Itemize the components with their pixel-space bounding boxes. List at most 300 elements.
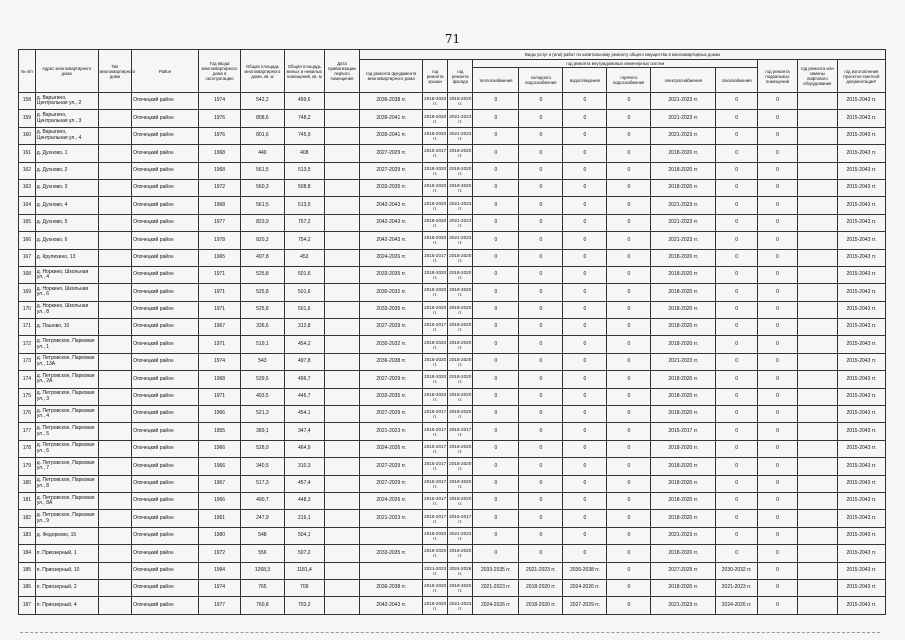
cell-privatization <box>324 597 360 614</box>
cell-living-area: 457,4 <box>284 475 324 492</box>
cell-type <box>98 301 132 318</box>
cell-basement: 0 <box>758 179 798 196</box>
cell-estimate: 2015-2043 гг. <box>837 371 885 388</box>
cell-basement: 0 <box>758 475 798 492</box>
cell-electric: 2021-2023 гг. <box>651 527 716 544</box>
cell-gas: 0 <box>716 93 758 110</box>
cell-total-area: 542,2 <box>240 93 284 110</box>
cell-facade: 2018-2020 гг. <box>448 371 473 388</box>
cell-electric: 2018-2020 гг. <box>651 145 716 162</box>
cell-elevator <box>797 371 837 388</box>
cell-hot-water: 0 <box>607 162 651 179</box>
cell-electric: 2021-2023 гг. <box>651 93 716 110</box>
cell-facade: 2018-2020 гг. <box>448 179 473 196</box>
cell-estimate: 2015-2043 гг. <box>837 579 885 596</box>
cell-basement: 0 <box>758 406 798 423</box>
table-row <box>19 93 886 110</box>
cell-privatization <box>324 266 360 283</box>
cell-hot-water: 0 <box>607 579 651 596</box>
cell-drainage: 0 <box>563 214 607 231</box>
cell-estimate: 2015-2043 гг. <box>837 179 885 196</box>
cell-electric: 2018-2020 гг. <box>651 336 716 353</box>
cell-district: Опочецкий район <box>132 492 199 509</box>
cell-cold-water: 0 <box>519 110 563 127</box>
cell-district: Опочецкий район <box>132 388 199 405</box>
cell-cold-water: 0 <box>519 179 563 196</box>
cell-cold-water: 0 <box>519 527 563 544</box>
cell-facade: 2018-2020 гг. <box>448 319 473 336</box>
cell-gas: 0 <box>716 510 758 527</box>
cell-address: д. Петровское, Парковая ул., 4 <box>35 406 98 423</box>
cell-drainage: 0 <box>563 406 607 423</box>
cell-living-area: 464,9 <box>284 440 324 457</box>
cell-total-area: 247,9 <box>240 510 284 527</box>
cell-district: Опочецкий район <box>132 597 199 614</box>
cell-total-area: 760,8 <box>240 597 284 614</box>
cell-year-built: 1967 <box>199 319 241 336</box>
cell-drainage: 0 <box>563 336 607 353</box>
cell-estimate: 2015-2043 гг. <box>837 458 885 475</box>
cell-cold-water: 0 <box>519 266 563 283</box>
table-row <box>19 301 886 318</box>
cell-heating: 0 <box>473 93 519 110</box>
cell-hot-water: 0 <box>607 266 651 283</box>
cell-year-built: 1972 <box>199 179 241 196</box>
cell-district: Опочецкий район <box>132 214 199 231</box>
cell-total-area: 801,6 <box>240 127 284 144</box>
cell-hot-water: 0 <box>607 423 651 440</box>
cell-foundation: 2042-2043 гг. <box>360 214 423 231</box>
cell-estimate: 2015-2043 гг. <box>837 266 885 283</box>
cell-type <box>98 492 132 509</box>
cell-foundation: 2033-2035 гг. <box>360 301 423 318</box>
cell-elevator <box>797 336 837 353</box>
cell-basement: 0 <box>758 527 798 544</box>
header-cold-water: холодного водоснабжения <box>519 68 563 93</box>
cell-foundation: 2042-2043 гг. <box>360 597 423 614</box>
cell-district: Опочецкий район <box>132 232 199 249</box>
cell-elevator <box>797 597 837 614</box>
cell-electric: 2018-2020 гг. <box>651 162 716 179</box>
cell-privatization <box>324 336 360 353</box>
cell-hot-water: 0 <box>607 110 651 127</box>
cell-total-area: 519,1 <box>240 336 284 353</box>
cell-basement: 0 <box>758 162 798 179</box>
cell-facade: 2021-2023 гг. <box>448 597 473 614</box>
cell-district: Опочецкий район <box>132 162 199 179</box>
cell-drainage: 0 <box>563 301 607 318</box>
cell-num: 161 <box>19 145 36 162</box>
table-row <box>19 423 886 440</box>
cell-address: д. Пашово, 10 <box>35 319 98 336</box>
table-row <box>19 197 886 214</box>
cell-drainage: 2024-2026 гг. <box>563 579 607 596</box>
cell-num: 174 <box>19 371 36 388</box>
header-facade: год ремонта фасада <box>448 60 473 93</box>
cell-roof: 2018-2020 гг. <box>423 301 448 318</box>
cell-cold-water: 0 <box>519 319 563 336</box>
cell-elevator <box>797 492 837 509</box>
cell-gas: 2021-2023 гг. <box>716 579 758 596</box>
cell-privatization <box>324 197 360 214</box>
cell-estimate: 2015-2043 гг. <box>837 319 885 336</box>
header-foundation: год ремонта фундамента многоквартирного дома <box>360 60 423 93</box>
cell-num: 177 <box>19 423 36 440</box>
cell-basement: 0 <box>758 301 798 318</box>
cell-privatization <box>324 284 360 301</box>
cell-electric: 2015-2017 гг. <box>651 423 716 440</box>
cell-drainage: 0 <box>563 127 607 144</box>
cell-cold-water: 0 <box>519 353 563 370</box>
table-row <box>19 475 886 492</box>
cell-year-built: 1972 <box>199 545 241 562</box>
cell-basement: 0 <box>758 510 798 527</box>
cell-cold-water: 0 <box>519 162 563 179</box>
cell-year-built: 1966 <box>199 440 241 457</box>
cell-basement: 0 <box>758 597 798 614</box>
header-systems-group: год ремонта внутридомовых инженерных систем <box>473 60 758 68</box>
cell-elevator <box>797 110 837 127</box>
cell-living-area: 754,2 <box>284 232 324 249</box>
cell-type <box>98 579 132 596</box>
cell-total-area: 539,5 <box>240 371 284 388</box>
cell-num: 178 <box>19 440 36 457</box>
cell-foundation: 2024-2026 гг. <box>360 492 423 509</box>
cell-estimate: 2015-2043 гг. <box>837 249 885 266</box>
table-row <box>19 127 886 144</box>
cell-drainage: 0 <box>563 179 607 196</box>
cell-year-built: 1961 <box>199 510 241 527</box>
cell-electric: 2018-2020 гг. <box>651 249 716 266</box>
cell-privatization <box>324 406 360 423</box>
cell-address: д. Духново, 6 <box>35 232 98 249</box>
cell-year-built: 1965 <box>199 249 241 266</box>
cell-foundation: 2027-2029 гг. <box>360 371 423 388</box>
cell-drainage: 0 <box>563 319 607 336</box>
cell-estimate: 2015-2043 гг. <box>837 475 885 492</box>
cell-cold-water: 0 <box>519 545 563 562</box>
cell-district: Опочецкий район <box>132 197 199 214</box>
cell-elevator <box>797 179 837 196</box>
cell-type <box>98 353 132 370</box>
cell-cold-water: 0 <box>519 93 563 110</box>
cell-address: д. Петровское, Парковая ул., 5 <box>35 423 98 440</box>
cell-hot-water: 0 <box>607 179 651 196</box>
header-works-group: Виды услуг и (или) работ по капитальному ремонту общего имущества в многоквартирных домах <box>360 50 886 60</box>
cell-facade: 2018-2020 гг. <box>448 93 473 110</box>
cell-foundation: 2036-2038 гг. <box>360 93 423 110</box>
cell-gas: 2024-2026 гг. <box>716 597 758 614</box>
cell-heating: 2021-2023 гг. <box>473 579 519 596</box>
cell-electric: 2021-2023 гг. <box>651 197 716 214</box>
table-row <box>19 110 886 127</box>
cell-foundation: 2027-2029 гг. <box>360 162 423 179</box>
cell-year-built: 1971 <box>199 284 241 301</box>
cell-facade: 2018-2020 гг. <box>448 145 473 162</box>
cell-drainage: 0 <box>563 423 607 440</box>
cell-foundation: 2033-2035 гг. <box>360 266 423 283</box>
cell-living-area: 513,5 <box>284 197 324 214</box>
cell-year-built: 1974 <box>199 579 241 596</box>
cell-cold-water: 0 <box>519 197 563 214</box>
cell-basement: 0 <box>758 249 798 266</box>
cell-elevator <box>797 388 837 405</box>
header-living-area: Общая площадь жилых и нежилых помещений, кв. м <box>284 50 324 93</box>
table-row <box>19 284 886 301</box>
cell-privatization <box>324 110 360 127</box>
cell-district: Опочецкий район <box>132 579 199 596</box>
cell-basement: 0 <box>758 492 798 509</box>
cell-living-area: 507,2 <box>284 545 324 562</box>
cell-hot-water: 0 <box>607 197 651 214</box>
cell-hot-water: 0 <box>607 301 651 318</box>
cell-drainage: 0 <box>563 266 607 283</box>
cell-year-built: 1974 <box>199 353 241 370</box>
cell-heating: 0 <box>473 492 519 509</box>
cell-electric: 2018-2020 гг. <box>651 371 716 388</box>
cell-address: д. Норкино, Школьная ул., 8 <box>35 301 98 318</box>
cell-elevator <box>797 475 837 492</box>
cell-num: 169 <box>19 284 36 301</box>
cell-privatization <box>324 232 360 249</box>
cell-address: д. Петровское, Парковая ул., 3 <box>35 388 98 405</box>
cell-basement: 0 <box>758 458 798 475</box>
cell-heating: 0 <box>473 319 519 336</box>
cell-privatization <box>324 145 360 162</box>
cell-privatization <box>324 475 360 492</box>
cell-address: д. Духново, 3 <box>35 179 98 196</box>
cell-cold-water: 0 <box>519 284 563 301</box>
cell-elevator <box>797 562 837 579</box>
cell-roof: 2015-2017 гг. <box>423 249 448 266</box>
cell-drainage: 0 <box>563 458 607 475</box>
cell-district: Опочецкий район <box>132 179 199 196</box>
cell-roof: 2018-2020 гг. <box>423 93 448 110</box>
cell-gas: 0 <box>716 110 758 127</box>
cell-num: 172 <box>19 336 36 353</box>
cell-total-area: 548 <box>240 527 284 544</box>
cell-drainage: 0 <box>563 284 607 301</box>
cell-foundation: 2036-2038 гг. <box>360 353 423 370</box>
cell-type <box>98 197 132 214</box>
cell-cold-water: 2021-2023 гг. <box>519 562 563 579</box>
cell-heating: 0 <box>473 527 519 544</box>
cell-gas: 0 <box>716 336 758 353</box>
cell-basement: 0 <box>758 93 798 110</box>
cell-estimate: 2015-2043 гг. <box>837 145 885 162</box>
cell-cold-water: 0 <box>519 458 563 475</box>
capital-repair-table <box>18 49 886 615</box>
cell-district: Опочецкий район <box>132 527 199 544</box>
cell-address: п. Приозерный, 2 <box>35 579 98 596</box>
cell-type <box>98 371 132 388</box>
cell-heating: 0 <box>473 145 519 162</box>
cell-basement: 0 <box>758 388 798 405</box>
cell-estimate: 2015-2043 гг. <box>837 510 885 527</box>
header-electric: электроснабжения <box>651 68 716 93</box>
cell-num: 159 <box>19 110 36 127</box>
cell-district: Опочецкий район <box>132 266 199 283</box>
table-row <box>19 266 886 283</box>
cell-heating: 0 <box>473 301 519 318</box>
cell-privatization <box>324 579 360 596</box>
cell-privatization <box>324 301 360 318</box>
cell-drainage: 2036-2038 гг. <box>563 562 607 579</box>
cell-year-built: 1978 <box>199 232 241 249</box>
cell-gas: 0 <box>716 458 758 475</box>
cell-num: 183 <box>19 527 36 544</box>
cell-cold-water: 0 <box>519 510 563 527</box>
cell-living-area: 501,6 <box>284 284 324 301</box>
cell-cold-water: 2018-2020 гг. <box>519 597 563 614</box>
cell-drainage: 0 <box>563 162 607 179</box>
cell-facade: 2021-2023 гг. <box>448 197 473 214</box>
cell-year-built: 1955 <box>199 423 241 440</box>
cell-year-built: 1974 <box>199 93 241 110</box>
cell-district: Опочецкий район <box>132 353 199 370</box>
cell-hot-water: 0 <box>607 284 651 301</box>
cell-foundation: 2021-2023 гг. <box>360 423 423 440</box>
cell-num: 166 <box>19 232 36 249</box>
cell-elevator <box>797 458 837 475</box>
cell-roof: 2015-2017 гг. <box>423 145 448 162</box>
cell-type <box>98 93 132 110</box>
cell-electric: 2018-2020 гг. <box>651 284 716 301</box>
cell-foundation: 2024-2026 гг. <box>360 440 423 457</box>
cell-type <box>98 249 132 266</box>
header-elevator: год ремонта или замены лифтового оборудования <box>797 60 837 93</box>
header-gas: газоснабжения <box>716 68 758 93</box>
cell-hot-water: 0 <box>607 475 651 492</box>
cell-living-area: 310,3 <box>284 458 324 475</box>
cell-district: Опочецкий район <box>132 458 199 475</box>
cell-heating: 0 <box>473 336 519 353</box>
cell-roof: 2015-2017 гг. <box>423 319 448 336</box>
cell-total-area: 340,5 <box>240 458 284 475</box>
cell-heating: 0 <box>473 197 519 214</box>
cell-elevator <box>797 266 837 283</box>
cell-num: 171 <box>19 319 36 336</box>
cell-cold-water: 0 <box>519 371 563 388</box>
cell-electric: 2018-2020 гг. <box>651 510 716 527</box>
cell-gas: 0 <box>716 371 758 388</box>
cell-heating: 0 <box>473 110 519 127</box>
table-row <box>19 440 886 457</box>
cell-estimate: 2015-2043 гг. <box>837 93 885 110</box>
cell-hot-water: 0 <box>607 93 651 110</box>
cell-estimate: 2015-2043 гг. <box>837 110 885 127</box>
cell-living-area: 703,2 <box>284 597 324 614</box>
header-roof: год ремонта крыши <box>423 60 448 93</box>
cell-drainage: 0 <box>563 492 607 509</box>
cell-year-built: 1968 <box>199 371 241 388</box>
cell-basement: 0 <box>758 214 798 231</box>
cell-gas: 0 <box>716 162 758 179</box>
cell-hot-water: 0 <box>607 371 651 388</box>
table-header <box>19 50 886 93</box>
cell-privatization <box>324 388 360 405</box>
cell-type <box>98 179 132 196</box>
cell-estimate: 2015-2043 гг. <box>837 336 885 353</box>
cell-privatization <box>324 162 360 179</box>
cell-district: Опочецкий район <box>132 249 199 266</box>
cell-roof: 2018-2020 гг. <box>423 214 448 231</box>
cell-hot-water: 0 <box>607 388 651 405</box>
cell-year-built: 1971 <box>199 301 241 318</box>
cell-living-area: 499,6 <box>284 93 324 110</box>
cell-privatization <box>324 319 360 336</box>
cell-heating: 0 <box>473 127 519 144</box>
cell-cold-water: 0 <box>519 214 563 231</box>
cell-elevator <box>797 527 837 544</box>
cell-type <box>98 562 132 579</box>
cell-type <box>98 527 132 544</box>
cell-hot-water: 0 <box>607 597 651 614</box>
cell-district: Опочецкий район <box>132 145 199 162</box>
header-address: Адрес многоквартирного дома <box>35 50 98 93</box>
cell-district: Опочецкий район <box>132 336 199 353</box>
cell-drainage: 0 <box>563 440 607 457</box>
cell-gas: 0 <box>716 266 758 283</box>
table-row <box>19 353 886 370</box>
cell-privatization <box>324 562 360 579</box>
cell-foundation: 2021-2023 гг. <box>360 510 423 527</box>
cell-total-area: 765 <box>240 579 284 596</box>
cell-cold-water: 0 <box>519 301 563 318</box>
cell-type <box>98 162 132 179</box>
cell-foundation: 2027-2029 гг. <box>360 406 423 423</box>
table-row <box>19 458 886 475</box>
cell-year-built: 1966 <box>199 406 241 423</box>
cell-num: 184 <box>19 545 36 562</box>
cell-year-built: 1976 <box>199 110 241 127</box>
cell-roof: 2018-2020 гг. <box>423 266 448 283</box>
cell-facade: 2018-2020 гг. <box>448 301 473 318</box>
cell-district: Опочецкий район <box>132 284 199 301</box>
cell-num: 185 <box>19 562 36 579</box>
cell-cold-water: 0 <box>519 232 563 249</box>
cell-gas: 0 <box>716 423 758 440</box>
cell-privatization <box>324 510 360 527</box>
cell-heating: 0 <box>473 406 519 423</box>
cell-drainage: 0 <box>563 145 607 162</box>
table-row <box>19 510 886 527</box>
cell-living-area: 709 <box>284 579 324 596</box>
table-row <box>19 145 886 162</box>
cell-electric: 2018-2020 гг. <box>651 545 716 562</box>
cell-hot-water: 0 <box>607 319 651 336</box>
table-row <box>19 336 886 353</box>
cell-basement: 0 <box>758 197 798 214</box>
cell-hot-water: 0 <box>607 127 651 144</box>
cell-privatization <box>324 353 360 370</box>
cell-elevator <box>797 423 837 440</box>
header-num: № п/п <box>19 50 36 93</box>
cell-address: д. Норкино, Школьная ул., 4 <box>35 266 98 283</box>
cell-address: д. Петровское, Парковая ул., 8А <box>35 492 98 509</box>
cell-address: д. Духново, 2 <box>35 162 98 179</box>
cell-heating: 0 <box>473 214 519 231</box>
cell-heating: 0 <box>473 510 519 527</box>
cell-gas: 0 <box>716 197 758 214</box>
cell-estimate: 2015-2043 гг. <box>837 545 885 562</box>
cell-gas: 0 <box>716 232 758 249</box>
table-row <box>19 249 886 266</box>
cell-heating: 0 <box>473 284 519 301</box>
cell-electric: 2018-2020 гг. <box>651 301 716 318</box>
cell-drainage: 2027-2029 гг. <box>563 597 607 614</box>
cell-roof: 2015-2017 гг. <box>423 406 448 423</box>
